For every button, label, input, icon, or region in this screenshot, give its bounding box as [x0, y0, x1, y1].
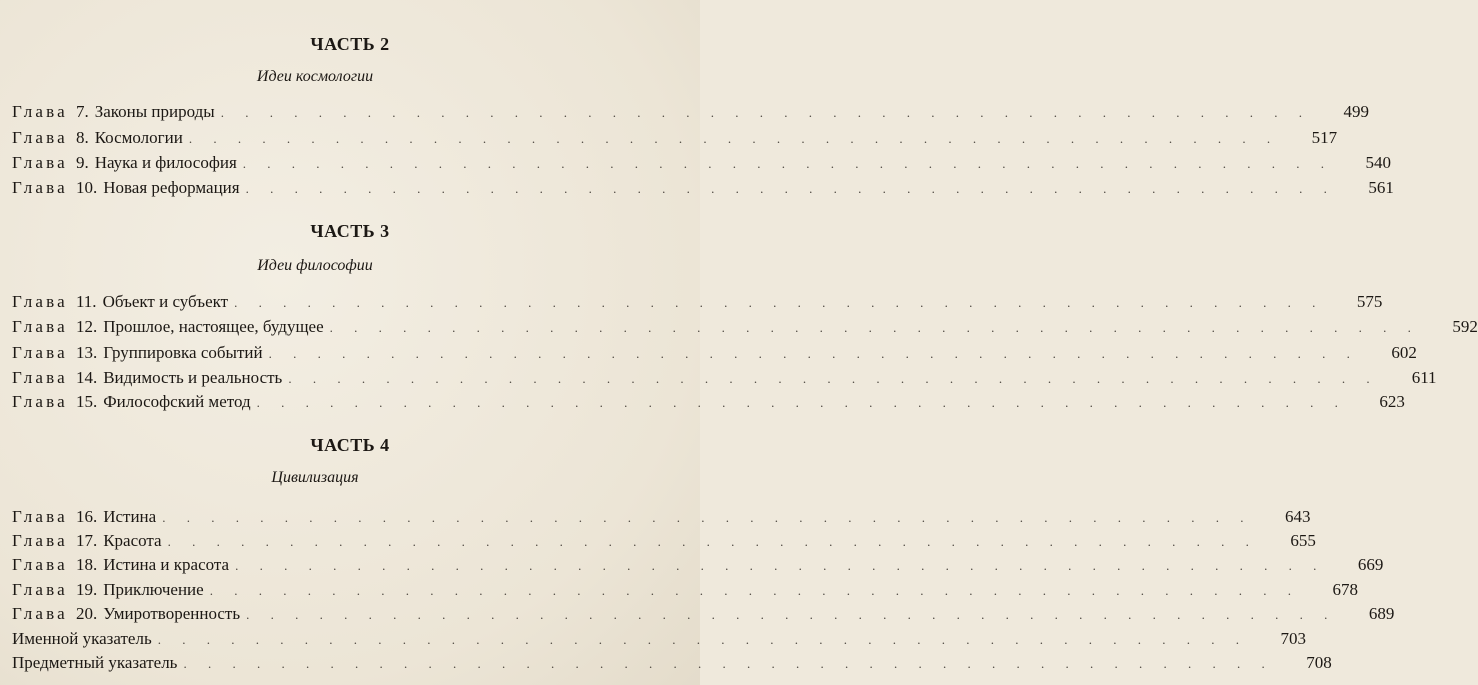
- page-number: 611: [1411, 368, 1437, 387]
- toc-entry[interactable]: [12, 100, 1369, 124]
- chapter-title: Истина и красота: [103, 555, 230, 574]
- chapter-number: 13.: [75, 343, 98, 362]
- chapter-prefix: Глава: [12, 604, 68, 623]
- toc-entry[interactable]: [12, 341, 1417, 365]
- chapter-title: Космологии: [94, 128, 183, 147]
- chapter-number: 19.: [75, 580, 98, 599]
- chapter-prefix: Глава: [12, 292, 68, 311]
- page-number: 669: [1357, 555, 1384, 574]
- dot-leader: . . . . . . . . . . . . . . . . . . . . . . . . . . . . . . . . . . . . . . . . . . . . .: [157, 632, 1248, 647]
- dot-leader: . . . . . . . . . . . . . . . . . . . . . . . . . . . . . . . . . . . . . . . . . . . . .: [220, 105, 1311, 120]
- toc-entry[interactable]: [12, 366, 1437, 390]
- dot-leader: . . . . . . . . . . . . . . . . . . . . . . . . . . . . . . . . . . . . . . . . . . . . .: [234, 295, 1325, 310]
- part-subtitle: Цивилизация: [271, 469, 359, 486]
- chapter-prefix: Глава: [12, 368, 68, 387]
- chapter-prefix: Глава: [12, 128, 68, 147]
- page-number: 655: [1290, 531, 1316, 550]
- chapter-prefix: Глава: [12, 507, 68, 526]
- toc-entry[interactable]: [12, 290, 1383, 314]
- chapter-number: 11.: [75, 292, 97, 311]
- chapter-number: 8.: [75, 128, 89, 147]
- chapter-title: Приключение: [103, 580, 204, 599]
- page-number: 575: [1356, 292, 1383, 311]
- chapter-prefix: Глава: [12, 392, 68, 411]
- page-number: 561: [1368, 178, 1394, 197]
- dot-leader: . . . . . . . . . . . . . . . . . . . . . . . . . . . . . . . . . . . . . . . . . . . . .: [246, 607, 1337, 622]
- chapter-title: Объект и субъект: [102, 292, 229, 311]
- toc-entry[interactable]: [12, 126, 1338, 150]
- toc-entry[interactable]: [12, 315, 1478, 339]
- dot-leader: . . . . . . . . . . . . . . . . . . . . . . . . . . . . . . . . . . . . . . . . . . . . .: [183, 656, 1274, 671]
- page-number: 703: [1280, 629, 1306, 648]
- page-number: 540: [1365, 153, 1392, 172]
- chapter-prefix: Глава: [12, 102, 68, 121]
- chapter-prefix: Глава: [12, 580, 68, 599]
- page-number: 708: [1306, 653, 1332, 672]
- toc-entry[interactable]: [12, 505, 1311, 529]
- chapter-number: 16.: [75, 507, 98, 526]
- dot-leader: . . . . . . . . . . . . . . . . . . . . . . . . . . . . . . . . . . . . . . . . . . . . .: [209, 583, 1300, 598]
- chapter-title: Красота: [103, 531, 162, 550]
- chapter-number: 17.: [75, 531, 98, 550]
- part-subtitle: Идеи философии: [257, 257, 373, 274]
- chapter-title: Прошлое, настоящее, будущее: [103, 317, 324, 336]
- dot-leader: . . . . . . . . . . . . . . . . . . . . . . . . . . . . . . . . . . . . . . . . . . . . .: [268, 346, 1359, 361]
- toc-entry-index[interactable]: [12, 651, 1332, 675]
- part-heading: ЧАСТЬ 4: [310, 435, 390, 455]
- chapter-prefix: Глава: [12, 555, 68, 574]
- dot-leader: . . . . . . . . . . . . . . . . . . . . . . . . . . . . . . . . . . . . . . . . . . . . .: [188, 131, 1280, 146]
- dot-leader: . . . . . . . . . . . . . . . . . . . . . . . . . . . . . . . . . . . . . . . . . . . . .: [256, 395, 1347, 410]
- dot-leader: . . . . . . . . . . . . . . . . . . . . . . . . . . . . . . . . . . . . . . . . . . . . .: [245, 181, 1336, 196]
- page-number: 678: [1332, 580, 1358, 599]
- page-number: 517: [1311, 128, 1338, 147]
- toc-entry[interactable]: [12, 151, 1392, 175]
- chapter-prefix: Глава: [12, 178, 68, 197]
- page-number: 499: [1343, 102, 1369, 121]
- chapter-title: Философский метод: [103, 392, 251, 411]
- part-heading: ЧАСТЬ 2: [310, 34, 390, 54]
- chapter-title: Законы природы: [94, 102, 215, 121]
- chapter-number: 15.: [75, 392, 98, 411]
- index-title: Предметный указатель: [12, 653, 178, 672]
- page-number: 592: [1452, 317, 1478, 336]
- toc-entry-index[interactable]: [12, 627, 1306, 651]
- chapter-number: 7.: [75, 102, 89, 121]
- dot-leader: . . . . . . . . . . . . . . . . . . . . . . . . . . . . . . . . . . . . . . . . . . . . .: [235, 558, 1326, 573]
- page-number: 689: [1368, 604, 1395, 623]
- toc-entry[interactable]: [12, 553, 1384, 577]
- chapter-number: 20.: [75, 604, 98, 623]
- toc-entry[interactable]: [12, 578, 1358, 602]
- dot-leader: . . . . . . . . . . . . . . . . . . . . . . . . . . . . . . . . . . . . . . . . . . . . .: [162, 510, 1253, 525]
- chapter-prefix: Глава: [12, 317, 68, 336]
- chapter-title: Группировка событий: [103, 343, 263, 362]
- part-heading: ЧАСТЬ 3: [310, 221, 390, 241]
- part-subtitle: Идеи космологии: [256, 68, 374, 85]
- page-number: 643: [1284, 507, 1311, 526]
- chapter-number: 12.: [75, 317, 98, 336]
- chapter-title: Истина: [103, 507, 157, 526]
- chapter-title: Умиротворенность: [103, 604, 241, 623]
- chapter-title: Наука и философия: [94, 153, 237, 172]
- index-title: Именной указатель: [12, 629, 152, 648]
- chapter-title: Новая реформация: [103, 178, 240, 197]
- dot-leader: . . . . . . . . . . . . . . . . . . . . . . . . . . . . . . . . . . . . . . . . . . . . .: [288, 371, 1379, 386]
- dot-leader: . . . . . . . . . . . . . . . . . . . . . . . . . . . . . . . . . . . . . . . . . . . . .: [167, 534, 1258, 549]
- toc-entry[interactable]: [12, 176, 1394, 200]
- chapter-prefix: Глава: [12, 531, 68, 550]
- page-number: 623: [1379, 392, 1405, 411]
- chapter-prefix: Глава: [12, 343, 68, 362]
- chapter-number: 14.: [75, 368, 98, 387]
- chapter-number: 9.: [75, 153, 89, 172]
- chapter-number: 18.: [75, 555, 98, 574]
- toc-entry[interactable]: [12, 529, 1316, 553]
- dot-leader: . . . . . . . . . . . . . . . . . . . . . . . . . . . . . . . . . . . . . . . . . . . . .: [329, 320, 1420, 335]
- dot-leader: . . . . . . . . . . . . . . . . . . . . . . . . . . . . . . . . . . . . . . . . . . . . .: [242, 156, 1334, 171]
- chapter-title: Видимость и реальность: [103, 368, 283, 387]
- page-number: 602: [1391, 343, 1417, 362]
- toc-entry[interactable]: [12, 390, 1405, 414]
- chapter-prefix: Глава: [12, 153, 68, 172]
- toc-entry[interactable]: [12, 602, 1395, 626]
- chapter-number: 10.: [75, 178, 98, 197]
